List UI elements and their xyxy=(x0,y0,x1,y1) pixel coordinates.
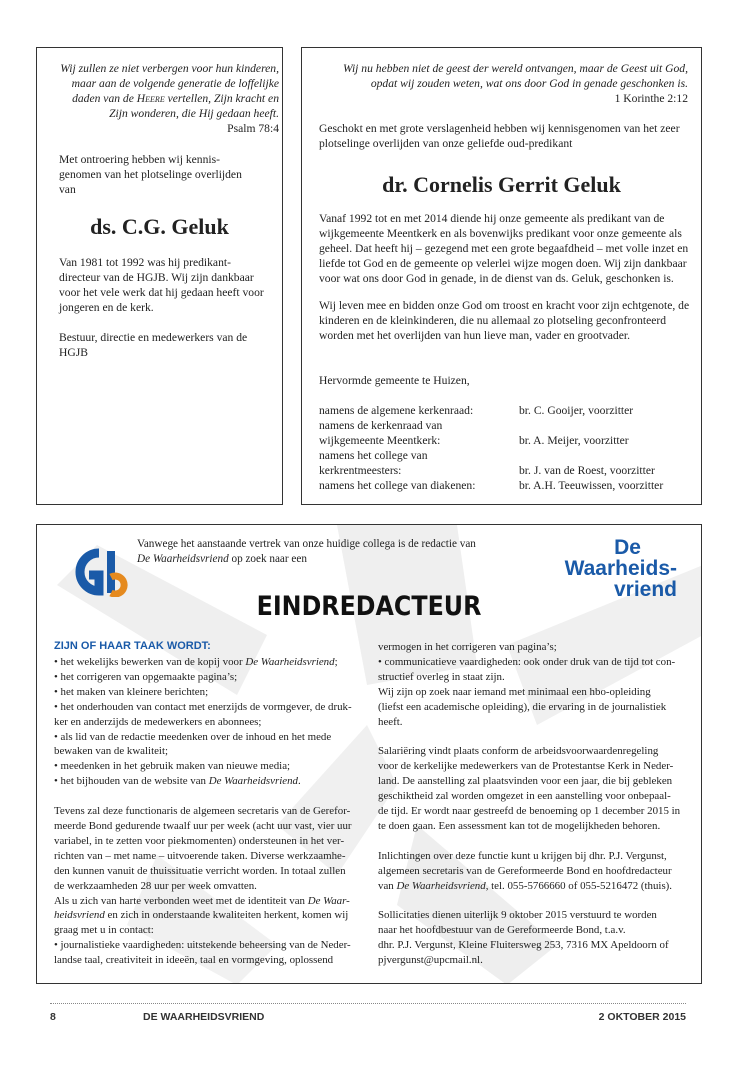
quote-line: maar aan de volgende generatie de loffelijke xyxy=(71,77,279,90)
email-link[interactable]: pjvergunst@upcmail.nl. xyxy=(378,954,483,967)
left-signature: Bestuur, directie en medewerkers van de HGJB xyxy=(59,331,248,359)
right-body-2: Wij leven mee en bidden onze God om troost en kracht voor zijn echtgenote, de kinderen en de kleinkinderen, die nu allemaal zo plotseling geconfronteerd worden met het overlijden van hun lieve man, vader en grootvader. xyxy=(319,299,690,342)
issue-date: 2 OKTOBER 2015 xyxy=(598,1011,686,1023)
text-line xyxy=(378,893,700,908)
publication-name: DE WAARHEIDSVRIEND xyxy=(143,1011,265,1023)
text-line: algemeen secretaris van de Gereformeerde Bond en hoofdredacteur xyxy=(378,864,672,877)
vacancy-left-column xyxy=(54,655,376,968)
quote-line: Wij zullen ze niet verbergen voor hun kinderen, xyxy=(60,62,279,75)
logo-line: vriend xyxy=(613,578,677,601)
logo-line: De xyxy=(614,536,641,559)
text-line: richten van – met name – uitvoerende taken. Diverse werkzaamhe- xyxy=(54,849,346,862)
text-line: • het corrigeren van opgemaakte pagina’s; xyxy=(54,670,238,683)
footer-divider xyxy=(50,1003,686,1004)
text-line: bewaken van de kwaliteit; xyxy=(54,745,169,758)
left-deceased-name: ds. C.G. Geluk xyxy=(90,214,229,239)
quote-line: daden van de Heere vertellen, Zijn kracht en xyxy=(72,92,279,105)
signatory-row: namens de kerkenraad van xyxy=(319,419,443,432)
signatory-row: wijkgemeente Meentkerk: br. A. Meijer, voorzitter xyxy=(319,434,629,447)
right-quote xyxy=(316,61,688,106)
signatory-row: namens het college van diakenen: br. A.H. Teeuwissen, voorzitter xyxy=(319,479,664,492)
text-line: • het bijhouden van de website van De Waarheidsvriend. xyxy=(54,775,301,788)
page-number: 8 xyxy=(50,1011,56,1023)
quote-line: Wij nu hebben niet de geest der wereld ontvangen, maar de Geest uit God, xyxy=(342,62,688,75)
tasks-heading: ZIJN OF HAAR TAAK WORDT: xyxy=(54,640,211,652)
text-line: Inlichtingen over deze functie kunt u krijgen bij dhr. P.J. Vergunst, xyxy=(378,849,667,862)
text-line: de tijd. Er wordt naar gestreefd de benoeming op 1 december 2015 in xyxy=(378,804,681,817)
quote-line: opdat wij zouden weten, wat ons door God in genade geschonken is. xyxy=(370,77,688,90)
vacancy-right-column xyxy=(378,640,700,968)
right-death-notice xyxy=(301,47,702,505)
intro-line: Vanwege het aanstaande vertrek van onze huidige collega is de redactie van xyxy=(137,538,476,550)
text-line: naar het hoofdbestuur van de Gereformeerde Bond, t.a.v. xyxy=(378,924,626,937)
text-line xyxy=(54,789,376,804)
signatory-row: namens het college van xyxy=(319,449,428,462)
text-line: land. De aanstelling zal plaatsvinden voor een jaar, die bij gebleken xyxy=(378,775,673,788)
left-body: Van 1981 tot 1992 was hij predikant- directeur van de HGJB. Wij zijn dankbaar voor het vele werk dat hij gedaan heeft voor jongeren en de kerk. xyxy=(59,256,264,314)
text-line: Sollicitaties dienen uiterlijk 9 oktober 2015 verstuurd te worden xyxy=(378,909,657,922)
text-line: Salariëring vindt plaats conform de arbeidsvoorwaardenregeling xyxy=(378,745,659,758)
text-line: Als u zich van harte verbonden weet met de identiteit van De Waar- xyxy=(54,894,350,907)
text-line: heidsvriend en zich in onderstaande kwaliteiten herkent, komen wij xyxy=(54,909,349,922)
quote-reference: Psalm 78:4 xyxy=(227,122,279,135)
text-line: • meedenken in het gebruik maken van nieuwe media; xyxy=(54,760,291,773)
text-line: vermogen in het corrigeren van pagina’s; xyxy=(378,641,557,653)
text-line: voor de kerkelijke medewerkers van de Protestantse Kerk in Neder- xyxy=(378,760,674,773)
text-line: dhr. P.J. Vergunst, Kleine Fluitersweg 253, 7316 MX Apeldoorn of xyxy=(378,939,669,952)
text-line: variabel, in te zetten voor piekmomenten) ondersteunen in het ver- xyxy=(54,834,345,847)
congregation: Hervormde gemeente te Huizen, xyxy=(319,374,470,387)
text-line: • het onderhouden van contact met enerzijds de vormgever, de druk- xyxy=(54,700,352,713)
text-line: landse taal, creativiteit in ideeën, taal en vormgeving, oplossend xyxy=(54,954,334,967)
text-line: (liefst een academische opleiding), die ervaring in de journalistiek xyxy=(378,700,667,713)
text-line xyxy=(378,834,700,849)
text-line: • het wekelijks bewerken van de kopij voor De Waarheidsvriend; xyxy=(54,656,338,668)
text-line: • het maken van kleinere berichten; xyxy=(54,685,209,698)
left-quote xyxy=(59,61,279,136)
right-body-1: Vanaf 1992 tot en met 2014 diende hij onze gemeente als predikant van de wijkgemeente Meentkerk en als bovenwijks predikant voor onze gemeente als geheel. Dat heeft hij – gezegend met een grote begaafdheid – met volle inzet en liefde tot God en de gemeente op velerlei wijze mogen doen. Wij zijn dankbaar voor wat ons door God in genade, in de dienst van ds. Geluk, geschonken is. xyxy=(319,212,689,285)
quote-reference: 1 Korinthe 2:12 xyxy=(614,92,688,105)
text-line: • als lid van de redactie meedenken over de inhoud en het mede xyxy=(54,730,332,743)
right-intro: Geschokt en met grote verslagenheid hebben wij kennisgenomen van het zeer plotselinge overlijden van onze geliefde oud-predikant xyxy=(319,122,680,150)
quote-line: Zijn wonderen, die Hij gedaan heeft. xyxy=(109,107,279,120)
logo-line: Waarheids- xyxy=(564,557,677,580)
text-line: ker en anderzijds de medewerkers en abonnees; xyxy=(54,715,262,728)
text-line: te doen gaan. Een assessment kan tot de mogelijkheden behoren. xyxy=(378,819,661,832)
gereformeerde-bond-logo xyxy=(73,547,135,597)
text-line: graag met u in contact: xyxy=(54,924,154,937)
text-line: • journalistieke vaardigheden: uitstekende beheersing van de Neder- xyxy=(54,939,351,952)
left-intro: Met ontroering hebben wij kennis- genomen van het plotselinge overlijden van xyxy=(59,153,242,196)
vacancy-intro xyxy=(137,537,527,567)
text-line: de werkzaamheden 28 uur per week omvatten. xyxy=(54,879,257,892)
text-line: geschiktheid zal worden omgezet in een aanstelling voor onbepaal- xyxy=(378,790,671,803)
text-line: • communicatieve vaardigheden: ook onder druk van de tijd tot con- xyxy=(378,655,676,668)
text-line: van De Waarheidsvriend, tel. 055-5766660 of 055-5216472 (thuis). xyxy=(378,879,673,892)
vacancy-title: EINDREDACTEUR xyxy=(256,591,482,622)
text-line: meerde Bond gedurende twaalf uur per week (acht uur vast, vier uur xyxy=(54,819,352,832)
right-deceased-name: dr. Cornelis Gerrit Geluk xyxy=(382,172,621,197)
text-line: heeft. xyxy=(378,715,403,728)
text-line: Tevens zal deze functionaris de algemeen secretaris van de Gerefor- xyxy=(54,805,351,818)
signatory-row: kerkrentmeesters: br. J. van de Roest, voorzitter xyxy=(319,464,655,477)
text-line: structief overleg in staat zijn. xyxy=(378,670,505,683)
intro-line: De Waarheidsvriend op zoek naar een xyxy=(137,553,307,565)
vacancy-ad xyxy=(36,524,702,984)
text-line: den kunnen vanuit de thuissituatie verricht worden. In totaal zullen xyxy=(54,864,346,877)
text-line xyxy=(378,729,700,744)
signatory-row: namens de algemene kerkenraad: br. C. Gooijer, voorzitter xyxy=(319,404,634,417)
signatories xyxy=(319,403,694,493)
left-death-notice xyxy=(36,47,283,505)
text-line: Wij zijn op zoek naar iemand met minimaal een hbo-opleiding xyxy=(378,685,651,698)
